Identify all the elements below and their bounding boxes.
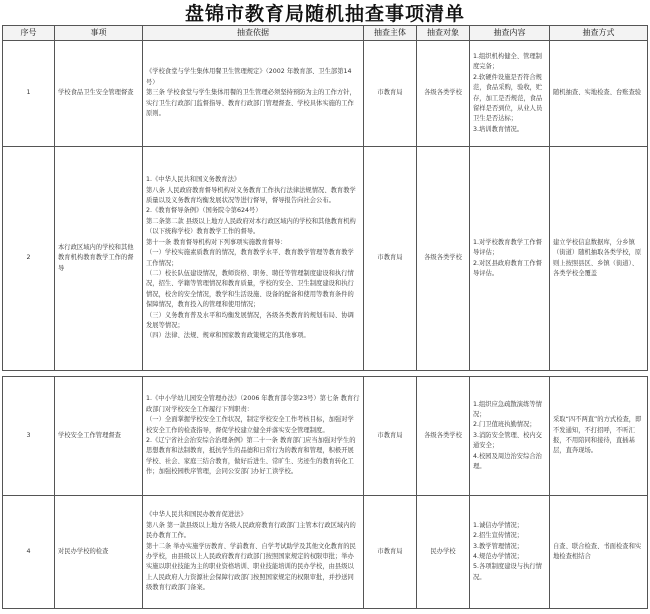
row-subject: 市教育局: [364, 377, 417, 496]
content-line: 2.软硬件设施是否符合规范，食品采购，验收，贮存，加工是否规范，食品留样是否到位，从业人员卫生是否达标；: [473, 73, 543, 123]
basis-line: 2.《辽宁省社会治安综合治理条例》第二十一条 教育部门应当加强对学生的思想教育和法制教育，抵抗学生的品德和日常行为的教育和管理，积极开展学校、社会、家庭三结合教育，做好后进生、常旷生、劣迹生的教育转化工作；加强校园秩序管理，会同公安部门办好工读学校。: [146, 437, 356, 476]
row-item: 学校食品卫生安全管理督查: [55, 41, 143, 147]
row-content: [470, 41, 550, 147]
basis-line: （一）全面掌握学校安全工作状况，制定学校安全工作考核目标，加强对学校安全工作的检查指导，督促学校建立健全并落实安全管理制度。: [146, 416, 354, 434]
content-line: 1.诚信办学情况；: [473, 521, 524, 529]
basis-line: 第八条 人民政府教育督导机构对义务教育工作执行法律法规情况、教育教学质量以及义务教育均衡发展状况等进行督导，督导报告向社会公布。: [146, 186, 356, 205]
row-object: 各级各类学校: [417, 41, 470, 147]
table-row: [3, 41, 648, 147]
header-content: 抽查内容: [470, 26, 550, 41]
content-line: 1.组织机构健全、管理制度完备；: [473, 52, 542, 71]
row-basis: [143, 41, 364, 147]
basis-line: 《中华人民共和国民办教育促进法》: [146, 511, 247, 519]
method-line: 采取“四不两直”的方式检查，即不发通知，不打招呼，不听汇报，不用陪同和接待，直插基层，直奔现场。: [553, 416, 642, 455]
row-seq: 2: [3, 147, 55, 371]
table-row: [3, 496, 648, 609]
method-line: 建立学校信息数据库，分乡镇（街道）随机抽取各类学校，原则上按照县区、乡镇（街道）、各类学校全覆盖: [553, 238, 642, 277]
row-subject: 市教育局: [364, 147, 417, 371]
basis-line: 第二条第二款 县级以上地方人民政府对本行政区域内的学校和其他教育机构（以下统称学校）教育教学工作的督导。: [146, 217, 356, 236]
header-basis: 抽查依据: [143, 26, 364, 41]
row-item: 本行政区域内的学校和其他教育机构教育教学工作的督导: [55, 147, 143, 371]
header-seq: 序号: [3, 26, 55, 41]
row-item: 对民办学校的检查: [55, 496, 143, 609]
row-seq: 1: [3, 41, 55, 147]
header-method: 抽查方式: [550, 26, 648, 41]
row-basis: [143, 377, 364, 496]
content-line: 3.消防安全管理、校内交通安全；: [473, 431, 542, 450]
basis-line: 《学校食堂与学生集体用餐卫生管理规定》（2002 年教育部、卫生部第14号）: [146, 68, 352, 86]
row-seq: 3: [3, 377, 55, 496]
row-subject: 市教育局: [364, 41, 417, 147]
basis-line: （三）义务教育普及水平和均衡发展情况，各级各类教育的规划布局、协调发展等情况；: [146, 311, 354, 329]
basis-line: （四）法律、法规、规章和国家教育政策规定的其他事项。: [146, 332, 310, 340]
row-method: [550, 41, 648, 147]
row-basis: [143, 496, 364, 609]
row-subject: 市教育局: [364, 496, 417, 609]
method-line: 自查、联合检查、书面检查和实地检查相结合: [553, 542, 642, 560]
content-line: 3.培训教育情况。: [473, 125, 524, 133]
table-row: [3, 377, 648, 496]
table-header-row: [3, 26, 648, 41]
content-line: 3.教学管理情况；: [473, 542, 524, 550]
basis-line: （二）校长队伍建设情况，教师资格、职务、聘任等管理制度建设和执行情况，招生、学籍等管理情况和教育质量，学校的安全、卫生制度建设和执行情况，校舍的安全情况，教学和生活设施、设备的配备和使用等教育条件的保障情况，教育投入的管理和使用情况；: [146, 269, 354, 309]
basis-line: 1.《中小学幼儿园安全管理办法》（2006 年教育部令第23号）第七条 教育行政部门对学校安全工作履行下列职责：: [146, 395, 360, 413]
row-method: [550, 147, 648, 371]
content-line: 2.门卫值班执勤情况；: [473, 421, 536, 429]
basis-line: 第三条 学校食堂与学生集体用餐的卫生管理必须坚持预防为主的工作方针，实行卫生行政部门监督指导、教育行政部门管理督查、学校具体实施的工作原则。: [146, 89, 356, 118]
row-content: [470, 147, 550, 371]
row-seq: 4: [3, 496, 55, 609]
content-line: 5.各项制度建设与执行情况。: [473, 563, 542, 581]
basis-line: 第十二条 举办实施学历教育、学前教育、自学考试助学及其他文化教育的民办学校，由县级以上人民政府教育行政部门按照国家规定的权限审批；举办实施以职业技能为主的职业资格培训、职业技能培训的民办学校，由县级以上人民政府人力资源社会保障行政部门按照国家规定的权限审批，并抄送同级教育行政部门备案。: [146, 542, 356, 592]
content-line: 2.招生宣传情况；: [473, 532, 524, 540]
row-object: 各级各类学校: [417, 147, 470, 371]
inspection-table-continued: [2, 376, 648, 609]
header-item: 事项: [55, 26, 143, 41]
method-line: 随机抽查、实地检查、台账查验: [553, 89, 642, 97]
basis-line: 第十一条 教育督导机构对下列事项实施教育督导：: [146, 238, 287, 246]
row-basis: [143, 147, 364, 371]
content-line: 4.校园及周边治安综合治理。: [473, 452, 542, 471]
page-title: 盘锦市教育局随机抽查事项清单: [184, 3, 465, 25]
row-object: 民办学校: [417, 496, 470, 609]
row-method: [550, 496, 648, 609]
header-subject: 抽查主体: [364, 26, 417, 41]
row-content: [470, 496, 550, 609]
content-line: 1.组织应急疏散演练等情况；: [473, 400, 542, 418]
row-method: [550, 377, 648, 496]
inspection-table: [2, 25, 648, 371]
row-object: 各级各类学校: [417, 377, 470, 496]
content-line: 4.规范办学情况；: [473, 553, 524, 560]
content-line: 1.对学校教育教学工作督导评估；: [473, 238, 542, 257]
basis-line: （一）学校实施素质教育的情况，教育教学水平、教育教学管理等教育教学工作情况；: [146, 249, 354, 267]
table-row: [3, 147, 648, 371]
basis-line: 2.《教育督导条例》（国务院令第624号）: [146, 207, 262, 215]
basis-line: 第八条 第一款县级以上地方各级人民政府教育行政部门主管本行政区域内的民办教育工作。: [146, 521, 356, 540]
content-line: 2.对区县政府教育工作督导评估。: [473, 259, 542, 277]
row-content: [470, 377, 550, 496]
header-object: 抽查对象: [417, 26, 470, 41]
basis-line: 1.《中华人民共和国义务教育法》: [146, 176, 241, 184]
row-item: 学校安全工作管理督查: [55, 377, 143, 496]
